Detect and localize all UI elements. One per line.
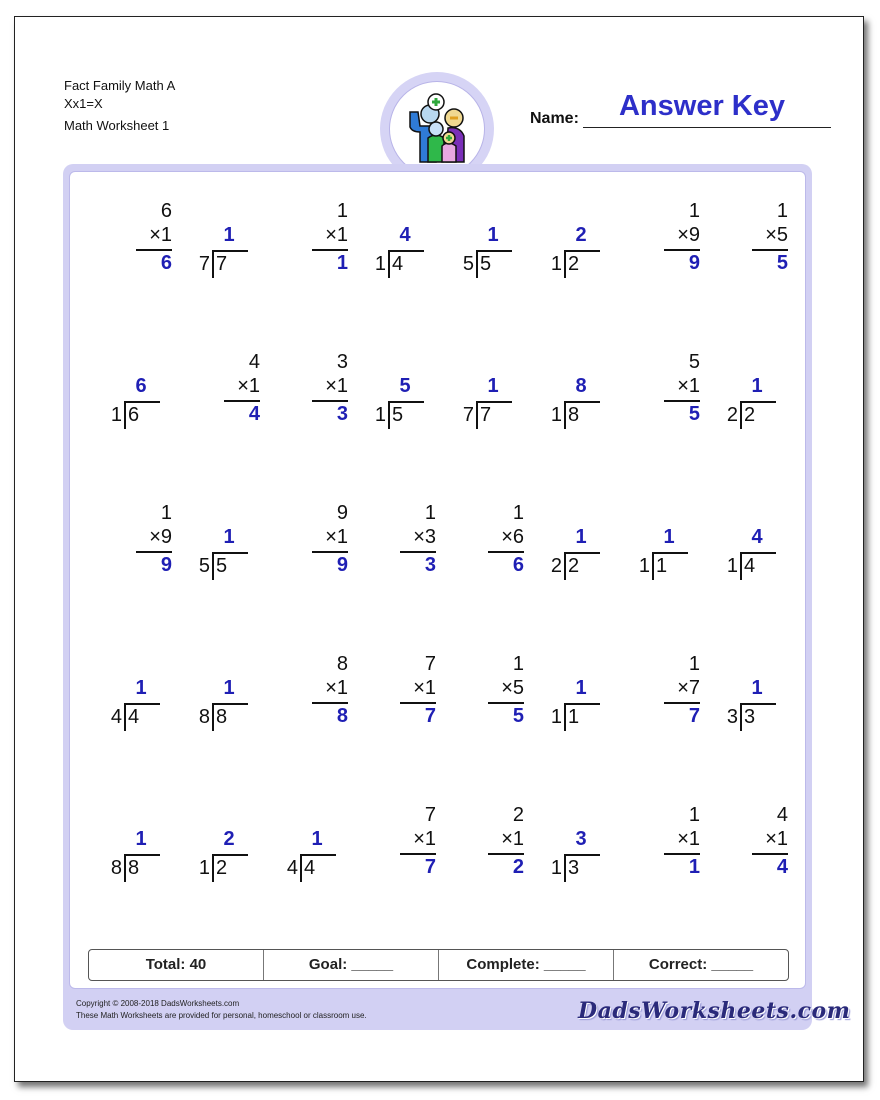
- problem-grid: [69, 171, 806, 989]
- dividend: 4: [304, 857, 316, 879]
- dividend: 1: [568, 706, 580, 728]
- multiplicand: 4: [248, 351, 260, 373]
- answer-bar: [400, 551, 436, 553]
- division-problem: [718, 351, 788, 437]
- multiplier: ×1: [325, 375, 348, 397]
- division-problem: [542, 351, 612, 437]
- quotient-answer: 2: [223, 828, 235, 850]
- problem-frame: [63, 164, 812, 1030]
- dividend: 4: [744, 555, 756, 577]
- multiplication-problem: [190, 351, 260, 437]
- answer-bar: [488, 853, 524, 855]
- multiplicand: 4: [776, 804, 788, 826]
- divisor: 1: [638, 555, 650, 577]
- division-problem: [366, 200, 436, 286]
- quotient-answer: 4: [399, 224, 411, 246]
- answer-bar: [312, 702, 348, 704]
- quotient-answer: 1: [223, 526, 235, 548]
- division-problem: [542, 502, 612, 588]
- multiplicand: 3: [336, 351, 348, 373]
- product-answer: 8: [336, 705, 348, 727]
- multiplication-problem: [278, 200, 348, 286]
- divisor: 4: [110, 706, 122, 728]
- quotient-answer: 1: [575, 526, 587, 548]
- divisor: 1: [198, 857, 210, 879]
- answer-bar: [664, 702, 700, 704]
- name-underline: [583, 127, 831, 128]
- multiplier: ×5: [501, 677, 524, 699]
- worksheet-title: Fact Family Math A: [64, 78, 176, 93]
- multiplication-problem: [102, 200, 172, 286]
- multiplicand: 1: [424, 502, 436, 524]
- multiplier: ×6: [501, 526, 524, 548]
- multiplicand: 5: [688, 351, 700, 373]
- answer-bar: [664, 400, 700, 402]
- multiplication-problem: [454, 804, 524, 890]
- quotient-answer: 1: [311, 828, 323, 850]
- divisor: 2: [726, 404, 738, 426]
- multiplicand: 1: [688, 653, 700, 675]
- division-problem: [542, 200, 612, 286]
- division-problem: [190, 200, 260, 286]
- divisor: 1: [374, 253, 386, 275]
- multiplicand: 6: [160, 200, 172, 222]
- product-answer: 6: [512, 554, 524, 576]
- multiplication-problem: [718, 200, 788, 286]
- dividend: 4: [392, 253, 404, 275]
- multiplicand: 1: [336, 200, 348, 222]
- division-problem: [718, 653, 788, 739]
- multiplier: ×1: [677, 828, 700, 850]
- division-problem: [102, 653, 172, 739]
- answer-bar: [664, 853, 700, 855]
- complete-cell: Complete: _____: [439, 950, 614, 980]
- product-answer: 9: [160, 554, 172, 576]
- dividend: 2: [568, 253, 580, 275]
- multiplication-problem: [718, 804, 788, 890]
- division-problem: [190, 653, 260, 739]
- division-problem: [190, 804, 260, 890]
- division-problem: [542, 653, 612, 739]
- dividend: 8: [216, 706, 228, 728]
- multiplier: ×1: [325, 677, 348, 699]
- quotient-answer: 1: [135, 677, 147, 699]
- multiplication-problem: [278, 502, 348, 588]
- score-box: [88, 949, 789, 981]
- dividend: 7: [480, 404, 492, 426]
- product-answer: 3: [424, 554, 436, 576]
- multiplicand: 7: [424, 653, 436, 675]
- divisor: 1: [110, 404, 122, 426]
- answer-bar: [752, 853, 788, 855]
- product-answer: 5: [688, 403, 700, 425]
- multiplier: ×7: [677, 677, 700, 699]
- quotient-answer: 1: [663, 526, 675, 548]
- product-answer: 4: [248, 403, 260, 425]
- dividend: 2: [568, 555, 580, 577]
- multiplication-problem: [278, 351, 348, 437]
- multiplier: ×1: [237, 375, 260, 397]
- answer-bar: [400, 702, 436, 704]
- dividend: 2: [744, 404, 756, 426]
- worksheet-subtitle: Xx1=X: [64, 96, 103, 111]
- division-problem: [542, 804, 612, 890]
- name-value: Answer Key: [618, 90, 785, 122]
- dividend: 5: [216, 555, 228, 577]
- answer-bar: [312, 551, 348, 553]
- goal-cell: Goal: _____: [264, 950, 439, 980]
- division-problem: [278, 804, 348, 890]
- divisor: 1: [550, 253, 562, 275]
- quotient-answer: 5: [399, 375, 411, 397]
- multiplication-problem: [366, 502, 436, 588]
- total-cell: Total: 40: [89, 950, 264, 980]
- product-answer: 9: [688, 252, 700, 274]
- division-problem: [102, 351, 172, 437]
- multiplicand: 1: [512, 502, 524, 524]
- answer-bar: [664, 249, 700, 251]
- dividend: 6: [128, 404, 140, 426]
- dividend: 4: [128, 706, 140, 728]
- product-answer: 2: [512, 856, 524, 878]
- quotient-answer: 1: [751, 375, 763, 397]
- quotient-answer: 8: [575, 375, 587, 397]
- dividend: 1: [656, 555, 668, 577]
- divisor: 8: [110, 857, 122, 879]
- multiplication-problem: [366, 653, 436, 739]
- divisor: 4: [286, 857, 298, 879]
- dividend: 2: [216, 857, 228, 879]
- quotient-answer: 3: [575, 828, 587, 850]
- divisor: 2: [550, 555, 562, 577]
- multiplicand: 2: [512, 804, 524, 826]
- quotient-answer: 1: [487, 375, 499, 397]
- product-answer: 7: [688, 705, 700, 727]
- divisor: 3: [726, 706, 738, 728]
- multiplication-problem: [630, 351, 700, 437]
- multiplicand: 1: [160, 502, 172, 524]
- dividend: 7: [216, 253, 228, 275]
- multiplicand: 8: [336, 653, 348, 675]
- division-problem: [366, 351, 436, 437]
- answer-bar: [136, 551, 172, 553]
- multiplication-problem: [366, 804, 436, 890]
- multiplier: ×1: [325, 224, 348, 246]
- division-problem: [718, 502, 788, 588]
- answer-bar: [752, 249, 788, 251]
- dividend: 8: [128, 857, 140, 879]
- multiplicand: 1: [776, 200, 788, 222]
- multiplier: ×9: [149, 526, 172, 548]
- product-answer: 7: [424, 705, 436, 727]
- quotient-answer: 2: [575, 224, 587, 246]
- multiplier: ×9: [677, 224, 700, 246]
- multiplier: ×3: [413, 526, 436, 548]
- multiplier: ×1: [413, 828, 436, 850]
- dividend: 5: [480, 253, 492, 275]
- division-problem: [102, 804, 172, 890]
- multiplier: ×1: [765, 828, 788, 850]
- multiplicand: 1: [688, 804, 700, 826]
- multiplier: ×1: [149, 224, 172, 246]
- product-answer: 5: [512, 705, 524, 727]
- product-answer: 5: [776, 252, 788, 274]
- answer-bar: [488, 702, 524, 704]
- multiplicand: 1: [512, 653, 524, 675]
- correct-cell: Correct: _____: [648, 956, 754, 973]
- quotient-answer: 1: [223, 224, 235, 246]
- product-answer: 3: [336, 403, 348, 425]
- quotient-answer: 1: [135, 828, 147, 850]
- dividend: 3: [568, 857, 580, 879]
- product-answer: 4: [776, 856, 788, 878]
- answer-bar: [312, 400, 348, 402]
- name-label: Name:: [530, 110, 579, 127]
- answer-bar: [224, 400, 260, 402]
- multiplier: ×5: [765, 224, 788, 246]
- product-answer: 9: [336, 554, 348, 576]
- usage-line: These Math Worksheets are provided for personal, homeschool or classroom use.: [76, 1011, 367, 1020]
- divisor: 8: [198, 706, 210, 728]
- multiplication-problem: [454, 502, 524, 588]
- copyright: [76, 998, 367, 1022]
- quotient-answer: 1: [487, 224, 499, 246]
- multiplication-problem: [630, 200, 700, 286]
- division-problem: [190, 502, 260, 588]
- divisor: 7: [198, 253, 210, 275]
- divisor: 5: [198, 555, 210, 577]
- divisor: 1: [374, 404, 386, 426]
- quotient-answer: 4: [751, 526, 763, 548]
- product-answer: 1: [336, 252, 348, 274]
- divisor: 5: [462, 253, 474, 275]
- multiplication-problem: [630, 653, 700, 739]
- multiplier: ×1: [325, 526, 348, 548]
- division-problem: [630, 502, 700, 588]
- worksheet-series: Math Worksheet 1: [64, 118, 170, 133]
- multiplicand: 9: [336, 502, 348, 524]
- answer-bar: [400, 853, 436, 855]
- product-answer: 7: [424, 856, 436, 878]
- multiplicand: 7: [424, 804, 436, 826]
- product-answer: 1: [688, 856, 700, 878]
- multiplicand: 1: [688, 200, 700, 222]
- multiplication-problem: [102, 502, 172, 588]
- dividend: 8: [568, 404, 580, 426]
- quotient-answer: 1: [223, 677, 235, 699]
- multiplication-problem: [454, 653, 524, 739]
- answer-bar: [488, 551, 524, 553]
- quotient-answer: 1: [751, 677, 763, 699]
- divisor: 1: [550, 857, 562, 879]
- divisor: 1: [550, 404, 562, 426]
- quotient-answer: 1: [575, 677, 587, 699]
- quotient-answer: 6: [135, 375, 147, 397]
- division-problem: [454, 351, 524, 437]
- divisor: 7: [462, 404, 474, 426]
- brand-logo: DadsWorksheets.com: [578, 998, 851, 1024]
- divisor: 1: [550, 706, 562, 728]
- multiplier: ×1: [413, 677, 436, 699]
- dividend: 5: [392, 404, 404, 426]
- division-problem: [454, 200, 524, 286]
- multiplier: ×1: [677, 375, 700, 397]
- dividend: 3: [744, 706, 756, 728]
- multiplication-problem: [278, 653, 348, 739]
- multiplier: ×1: [501, 828, 524, 850]
- multiplication-problem: [630, 804, 700, 890]
- product-answer: 6: [160, 252, 172, 274]
- answer-bar: [136, 249, 172, 251]
- copyright-line: Copyright © 2008-2018 DadsWorksheets.com: [76, 999, 240, 1008]
- divisor: 1: [726, 555, 738, 577]
- family-plus-minus-icon: [390, 82, 484, 176]
- answer-bar: [312, 249, 348, 251]
